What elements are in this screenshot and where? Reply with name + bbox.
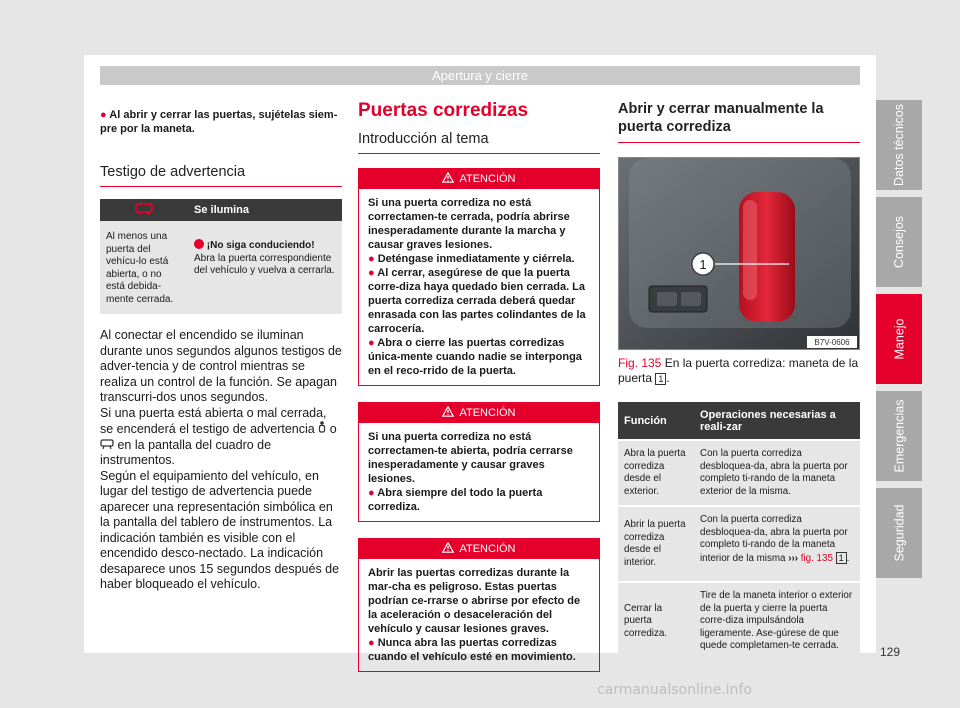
warning-head: ATENCIÓN — [359, 403, 599, 423]
warning-box-1 — [358, 168, 600, 386]
function-table — [618, 402, 860, 660]
warning-triangle-icon — [442, 542, 454, 556]
figure-caption: Fig. 135 En la puerta corrediza: maneta de la puerta 1 . — [618, 356, 859, 385]
warning-head: ATENCIÓN — [359, 169, 599, 189]
section-title-testigo: Testigo de advertencia — [100, 164, 246, 180]
table-cell-action: ¡No siga conduciendo! Abra la puerta correspondiente del vehículo y vuelva a cerrarla. — [188, 221, 342, 314]
chapter-header: Apertura y cierre — [100, 66, 860, 85]
door-open-warning-icon — [135, 206, 153, 218]
door-handle-photo — [618, 157, 860, 350]
list-item: ● Abra o cierre las puertas corredizas única-mente cuando nadie se interponga en el reco-rrido de la puerta. — [368, 337, 582, 377]
watermark: carmanualsonline.info — [597, 682, 752, 698]
warning-box-3 — [358, 538, 600, 672]
table-row: Abrir la puerta corrediza desde el interior. Con la puerta corrediza desbloquea-da, abra la puerta por completo ti-rando de la maneta interior de la misma ››› fig. 135 1 . — [618, 506, 860, 582]
section-rule — [618, 142, 860, 143]
stop-warning-icon — [194, 239, 204, 249]
list-item: ● Deténgase inmediatamente y ciérrela. — [368, 253, 575, 265]
seatbelt-warning-icon — [318, 422, 329, 436]
table-row: Abra la puerta corrediza desde el exterior. Con la puerta corrediza desbloquea-da, abra la puerta por completo ti-rando de la maneta exterior de la misma. — [618, 440, 860, 506]
column-3 — [618, 100, 860, 660]
table-header-se-ilumina: Se ilumina — [188, 199, 342, 221]
paragraph-2: Si una puerta está abierta o mal cerrada, se encenderá el testigo de advertencia o en la pantalla del cuadro de instrumentos. — [100, 405, 337, 467]
figure-reference-link[interactable]: fig. 135 — [800, 552, 833, 564]
warning-body: Abrir las puertas corredizas durante la mar-cha es peligroso. Estas puertas podrían ce-rrarse o abrirse por efecto de la aceleración o desaceleración del vehículo y causar lesiones graves. ● Nunca abra las puertas corredizas cuando el vehículo esté en movimiento. — [359, 559, 599, 671]
column-1 — [100, 100, 342, 593]
paragraph-3: Según el equipamiento del vehículo, en lugar del testigo de advertencia puede aparecer una representación simbólica en la pantalla del tablero de instrumentos. La indicación también es visible con el encendido desco-nectado. La indicación desaparece unos 15 segundos después de haber bloqueado el vehículo. — [100, 468, 340, 591]
bullet-icon: ● — [100, 109, 110, 121]
photo-illustration — [619, 158, 860, 350]
intro-bullet: ● Al abrir y cerrar las puertas, sujételas siem-pre por la maneta. — [100, 109, 338, 135]
door-open-icon — [100, 438, 117, 452]
warning-head: ATENCIÓN — [359, 539, 599, 559]
table-cell-cause: Al menos una puerta del vehícu-lo está abierta, o no está debida-mente cerrada. — [100, 221, 188, 314]
warning-body: Si una puerta corrediza no está correctamen-te cerrada, podría abrirse inesperadamente durante la marcha y causar graves lesiones. ● Deténgase inmediatamente y ciérrela. ● Al cerrar, asegúrese de que la puerta corre-diza haya quedado bien cerrada. La puerta corrediza cerrada deberá quedar enrasada con las partes colindantes de la carrocería. ● Abra o cierre las puertas corredizas única-mente cuando nadie se interponga en el reco-rrido de la puerta. — [359, 189, 599, 385]
section-title-abrir: Abrir y cerrar manualmente la puerta corrediza — [618, 101, 824, 135]
callout-number: 1 — [655, 373, 666, 385]
tab-emergencias[interactable]: Emergencias — [876, 391, 922, 481]
photo-code: B7V-0606 — [814, 338, 850, 347]
warning-box-2 — [358, 402, 600, 522]
section-rule — [100, 186, 342, 187]
column-2 — [358, 100, 600, 672]
table-header-icon-cell — [100, 199, 188, 221]
tab-seguridad[interactable]: Seguridad — [876, 488, 922, 578]
tab-manejo[interactable]: Manejo — [876, 294, 922, 384]
warning-triangle-icon — [442, 406, 454, 420]
list-item: ● Al cerrar, asegúrese de que la puerta corre-diza haya quedado bien cerrada. La puerta corrediza cerrada deberá quedar enrasada con las partes colindantes de la carrocería. — [368, 267, 586, 335]
paragraph-1: Al conectar el encendido se iluminan durante unos segundos algunos testigos de adver-tencia y de control mientras se realiza un control de la función. Se apagan transcurri-dos unos segundos. — [100, 328, 342, 404]
warning-body: Si una puerta corrediza no está correctamen-te abierta, podría cerrarse inesperadamente y causar graves lesiones. ● Abra siempre del todo la puerta corrediza. — [359, 423, 599, 521]
list-item: ● Nunca abra las puertas corredizas cuando el vehículo esté en movimiento. — [368, 637, 576, 663]
tab-consejos[interactable]: Consejos — [876, 197, 922, 287]
table-header-operaciones: Operaciones necesarias a reali-zar — [694, 402, 860, 440]
table-header-funcion: Función — [618, 402, 694, 440]
page-number: 129 — [880, 645, 901, 659]
subtitle-rule — [358, 153, 600, 154]
warning-light-table — [100, 199, 342, 314]
tab-datos-tecnicos[interactable]: Datos técnicos — [876, 100, 922, 190]
subtitle: Introducción al tema — [358, 131, 489, 147]
photo-callout-1: 1 — [699, 257, 707, 272]
warning-triangle-icon — [442, 172, 454, 186]
list-item: ● Abra siempre del todo la puerta corrediza. — [368, 487, 543, 513]
page-title: Puertas corredizas — [358, 100, 529, 121]
table-row: Cerrar la puerta corrediza. Tire de la maneta interior o exterior de la puerta y cierre la puerta corre-diza impulsándola ligeramente. Ase-gúrese de que quede completamen-te cerrada. — [618, 582, 860, 660]
